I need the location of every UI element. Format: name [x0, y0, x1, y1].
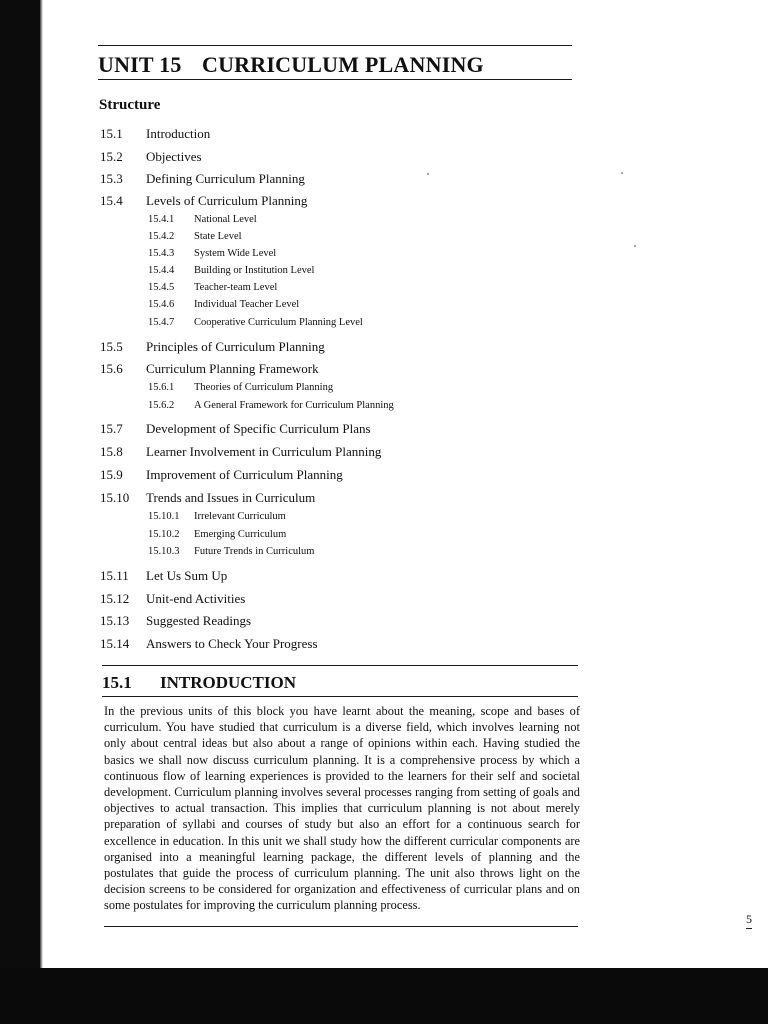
toc-subitem-label: Cooperative Curriculum Planning Level	[194, 317, 363, 328]
toc-item-label: Development of Specific Curriculum Plans	[146, 421, 371, 436]
footer-rule	[104, 926, 578, 927]
toc-item	[100, 636, 318, 652]
toc-item-number: 15.4	[100, 193, 123, 208]
toc-subitem-number: 15.10.2	[148, 529, 180, 540]
structure-heading: Structure	[99, 97, 161, 113]
toc-item-label: Objectives	[146, 149, 202, 164]
toc-subitem-label: National Level	[194, 214, 257, 225]
toc-item-label: Suggested Readings	[146, 613, 252, 628]
toc-subitem-label: Individual Teacher Level	[194, 299, 300, 310]
top-rule	[98, 45, 572, 46]
toc-item-label: Trends and Issues in Curriculum	[146, 490, 316, 505]
toc-subitem	[148, 382, 333, 393]
toc-item-label: Levels of Curriculum Planning	[146, 193, 308, 208]
toc-subitem-number: 15.6.2	[148, 400, 175, 411]
toc-item-number: 15.2	[100, 149, 123, 164]
toc-item-number: 15.6	[100, 361, 123, 376]
toc-item-label: Introduction	[146, 126, 211, 141]
toc-item	[100, 613, 251, 629]
toc-subitem-number: 15.4.2	[148, 231, 175, 242]
page-number: 5	[746, 912, 752, 929]
title-underline	[98, 79, 572, 80]
toc-subitem-label: State Level	[194, 231, 242, 242]
toc-subitem-number: 15.4.7	[148, 317, 175, 328]
toc-item-number: 15.14	[100, 636, 130, 651]
toc-subitem-number: 15.4.6	[148, 299, 175, 310]
toc-item-number: 15.13	[100, 613, 130, 628]
toc-subitem-label: Building or Institution Level	[194, 265, 315, 276]
toc-item-number: 15.5	[100, 339, 123, 354]
toc-item-number: 15.7	[100, 421, 123, 436]
toc-item-number: 15.1	[100, 126, 123, 141]
toc-subitem-number: 15.4.4	[148, 265, 175, 276]
toc-item	[100, 126, 210, 142]
toc-subitem	[148, 248, 276, 259]
toc-subitem-label: Teacher-team Level	[194, 282, 278, 293]
toc-item-label: Defining Curriculum Planning	[146, 171, 305, 186]
toc-item	[100, 193, 307, 209]
toc-item	[100, 149, 202, 165]
toc-subitem-label: Emerging Curriculum	[194, 529, 287, 540]
toc-item	[100, 568, 227, 584]
toc-subitem	[148, 400, 394, 411]
toc-item-number: 15.10	[100, 490, 130, 505]
toc-subitem	[148, 214, 257, 225]
toc-item	[100, 421, 371, 437]
toc-item-label: Let Us Sum Up	[146, 568, 228, 583]
scan-speck	[427, 173, 429, 175]
toc-item-number: 15.9	[100, 467, 123, 482]
scan-shadow-bottom	[0, 968, 768, 1024]
toc-item-label: Principles of Curriculum Planning	[146, 339, 325, 354]
toc-subitem	[148, 282, 277, 293]
toc-item-number: 15.11	[100, 568, 129, 583]
section-heading	[102, 673, 296, 693]
toc-subitem-number: 15.4.1	[148, 214, 175, 225]
toc-subitem-label: Theories of Curriculum Planning	[194, 382, 334, 393]
toc-item	[100, 467, 343, 483]
toc-item-number: 15.8	[100, 444, 123, 459]
unit-number: UNIT 15	[98, 52, 182, 77]
toc-subitem	[148, 317, 363, 328]
toc-subitem	[148, 299, 299, 310]
toc-subitem-number: 15.6.1	[148, 382, 175, 393]
toc-item	[100, 444, 381, 460]
toc-subitem-number: 15.4.3	[148, 248, 175, 259]
toc-subitem	[148, 265, 314, 276]
toc-subitem-label: Future Trends in Curriculum	[194, 546, 315, 557]
section-top-rule	[102, 665, 578, 666]
toc-subitem-label: Irrelevant Curriculum	[194, 511, 286, 522]
toc-subitem-number: 15.10.3	[148, 546, 180, 557]
toc-subitem-number: 15.4.5	[148, 282, 175, 293]
unit-name: CURRICULUM PLANNING	[202, 52, 484, 77]
toc-item	[100, 171, 305, 187]
toc-item-number: 15.12	[100, 591, 130, 606]
unit-title	[98, 52, 484, 78]
toc-subitem	[148, 231, 242, 242]
toc-item	[100, 490, 315, 506]
scan-speck	[634, 245, 636, 247]
toc-subitem	[148, 511, 286, 522]
toc-item	[100, 339, 325, 355]
toc-subitem-label: A General Framework for Curriculum Planning	[194, 400, 394, 411]
toc-subitem	[148, 546, 314, 557]
toc-item-label: Learner Involvement in Curriculum Planning	[146, 444, 382, 459]
toc-subitem	[148, 529, 286, 540]
toc-item	[100, 361, 319, 377]
toc-item-label: Answers to Check Your Progress	[146, 636, 318, 651]
scan-speck	[621, 172, 623, 174]
scan-shadow-left	[0, 0, 40, 1024]
section-underline	[102, 696, 578, 697]
toc-subitem-number: 15.10.1	[148, 511, 180, 522]
section-title: INTRODUCTION	[160, 673, 297, 692]
toc-subitem-label: System Wide Level	[194, 248, 277, 259]
section-number: 15.1	[102, 673, 132, 692]
introduction-paragraph: In the previous units of this block you have learnt about the meaning, scope and bases of curriculum. You have studied that curriculum is a diverse field, which involves learning not only about central ideas but also about a range of opinions within each. Having studied the basics we shall now discuss curriculum planning. It is a comprehensive process by which a continuous flow of learning experiences is provided to the learners for their self and societal development. Curriculum planning involves several processes ranging from setting of goals and objectives to actual transaction. This implies that curriculum planning is not about merely preparation of syllabi and courses of study but also an effort for a continuous search for excellence in education. In this unit we shall study how the different curricular components are organised into a meaningful learning package, the different levels of planning and the postulates that guide the process of curriculum planning. The unit also throws light on the decision screens to be considered for organization and effectiveness of curricular plans and on some postulates for improving the curriculum planning process.	[104, 704, 580, 913]
toc-item-label: Unit-end Activities	[146, 591, 246, 606]
toc-item-label: Improvement of Curriculum Planning	[146, 467, 343, 482]
toc-item-label: Curriculum Planning Framework	[146, 361, 319, 376]
toc-item	[100, 591, 245, 607]
toc-item-number: 15.3	[100, 171, 123, 186]
